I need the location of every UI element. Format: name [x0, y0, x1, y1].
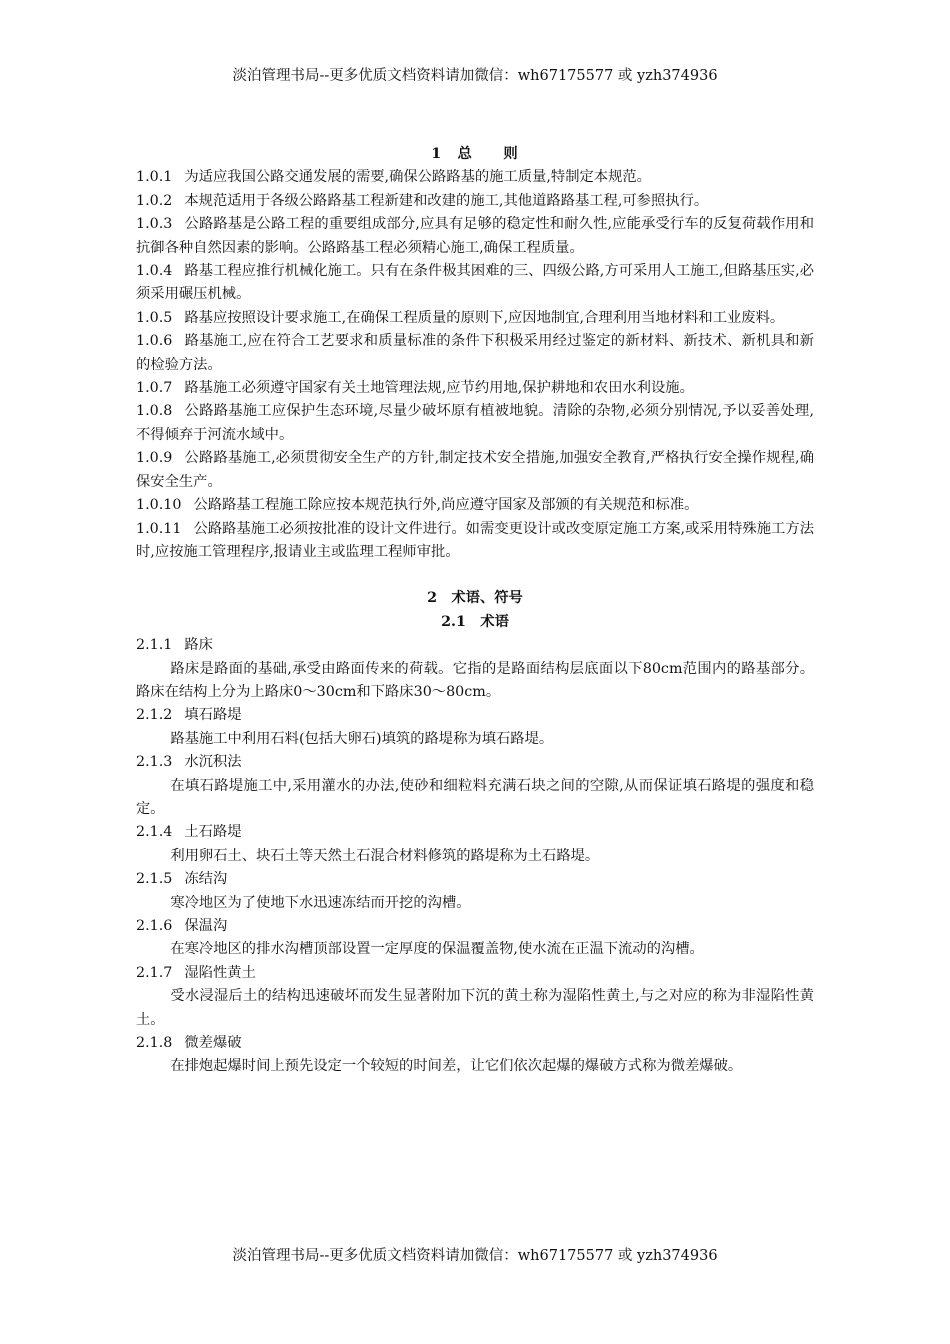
term-2-1-8 — [136, 1032, 814, 1079]
term-definition: 路床是路面的基础,承受由路面传来的荷载。它指的是路面结构层底面以下80cm范围内的路基部分。路床在结构上分为上路床0～30cm和下路床30～80cm。 — [136, 660, 814, 700]
term-2-1-3 — [136, 751, 814, 821]
term-definition: 利用卵石土、块石土等天然土石混合材料修筑的路堤称为土石路堤。 — [170, 847, 600, 864]
term-number: 2.1.1 — [136, 637, 173, 654]
clause-text: 为适应我国公路交通发展的需要,确保公路路基的施工质量,特制定本规范。 — [184, 169, 651, 186]
term-2-1-2 — [136, 704, 814, 751]
clause-text: 公路路基施工,必须贯彻安全生产的方针,制定技术安全措施,加强安全教育,严格执行安全操作规程,确保安全生产。 — [136, 450, 814, 490]
document-body — [136, 143, 814, 1079]
clause-number: 1.0.5 — [136, 309, 173, 326]
clause-text: 路基施工必须遵守国家有关土地管理法规,应节约用地,保护耕地和农田水利设施。 — [184, 380, 694, 397]
term-number: 2.1.2 — [136, 707, 173, 724]
term-definition: 在填石路堤施工中,采用灌水的办法,使砂和细粒料充满石块之间的空隙,从而保证填石路堤的强度和稳定。 — [136, 777, 814, 817]
term-number: 2.1.6 — [136, 918, 173, 934]
clause-1-0-3 — [136, 213, 814, 260]
clause-number: 1.0.3 — [136, 216, 173, 233]
term-2-1-6 — [136, 915, 814, 962]
term-definition: 在寒冷地区的排水沟槽顶部设置一定厚度的保温覆盖物,使水流在正温下流动的沟槽。 — [170, 941, 704, 958]
term-number: 2.1.4 — [136, 824, 173, 841]
page-footer: 淡泊管理书局--更多优质文档资料请加微信：wh67175577 或 yzh374936 — [232, 1248, 718, 1264]
clause-number: 1.0.9 — [136, 450, 173, 467]
term-heading — [136, 751, 814, 774]
term-name: 微差爆破 — [184, 1035, 242, 1052]
page-header: 淡泊管理书局--更多优质文档资料请加微信：wh67175577 或 yzh374936 — [232, 68, 718, 84]
term-name: 水沉积法 — [184, 754, 242, 771]
clause-number: 1.0.1 — [136, 169, 173, 186]
clause-text: 公路路基施工应保护生态环境,尽量少破坏原有植被地貌。清除的杂物,必须分别情况,予以妥善处理,不得倾弃于河流水域中。 — [136, 403, 814, 443]
clause-text: 本规范适用于各级公路路基工程新建和改建的施工,其他道路路基工程,可参照执行。 — [184, 192, 709, 209]
term-number: 2.1.7 — [136, 964, 173, 981]
clause-number: 1.0.11 — [136, 520, 182, 537]
clause-number: 1.0.8 — [136, 403, 173, 420]
term-heading — [136, 821, 814, 844]
clause-1-0-6 — [136, 330, 814, 377]
clause-text: 路基施工,应在符合工艺要求和质量标准的条件下积极采用经过鉴定的新材料、新技术、新机具和新的检验方法。 — [136, 333, 814, 373]
clause-number: 1.0.7 — [136, 380, 173, 397]
term-definition: 受水浸湿后土的结构迅速破坏而发生显著附加下沉的黄土称为湿陷性黄土,与之对应的称为非湿陷性黄土。 — [136, 988, 814, 1028]
term-number: 2.1.3 — [136, 754, 173, 771]
chapter-2-title: 2 术语、符号 — [427, 590, 523, 607]
term-name: 冻结沟 — [184, 871, 228, 888]
term-name: 土石路堤 — [184, 824, 242, 841]
clause-number: 1.0.2 — [136, 192, 173, 209]
term-heading — [136, 634, 814, 657]
term-heading — [136, 962, 814, 985]
term-definition: 在排炮起爆时间上预先设定一个较短的时间差，让它们依次起爆的爆破方式称为微差爆破。 — [170, 1058, 743, 1075]
term-name: 填石路堤 — [184, 707, 242, 724]
clause-text: 公路路基工程施工除应按本规范执行外,尚应遵守国家及部颁的有关规范和标准。 — [193, 497, 699, 514]
clause-1-0-4 — [136, 260, 814, 307]
term-name: 湿陷性黄土 — [184, 964, 256, 981]
term-2-1-4 — [136, 821, 814, 868]
term-name: 保温沟 — [184, 918, 228, 934]
term-name: 路床 — [184, 637, 213, 654]
clause-1-0-2 — [136, 190, 814, 213]
chapter-1-title: 1 总 则 — [431, 146, 519, 162]
term-heading — [136, 868, 814, 891]
term-definition: 寒冷地区为了使地下水迅速冻结而开挖的沟槽。 — [170, 894, 471, 911]
clause-text: 公路路基施工必须按批准的设计文件进行。如需变更设计或改变原定施工方案,或采用特殊施工方法时,应按施工管理程序,报请业主或监理工程师审批。 — [136, 520, 814, 560]
term-2-1-1 — [136, 634, 814, 704]
clause-text: 公路路基是公路工程的重要组成部分,应具有足够的稳定性和耐久性,应能承受行车的反复荷载作用和抗御各种自然因素的影响。公路路基工程必须精心施工,确保工程质量。 — [136, 216, 814, 256]
clause-1-0-1 — [136, 166, 814, 189]
term-number: 2.1.8 — [136, 1035, 173, 1052]
clause-text: 路基应按照设计要求施工,在确保工程质量的原则下,应因地制宜,合理利用当地材料和工业废料。 — [184, 309, 785, 326]
clause-number: 1.0.6 — [136, 333, 173, 350]
clause-number: 1.0.10 — [136, 497, 182, 514]
clause-1-0-11 — [136, 518, 814, 565]
clause-number: 1.0.4 — [136, 263, 173, 280]
term-definition: 路基施工中利用石料(包括大卵石)填筑的路堤称为填石路堤。 — [170, 730, 554, 747]
term-2-1-5 — [136, 868, 814, 915]
clause-text: 路基工程应推行机械化施工。只有在条件极其困难的三、四级公路,方可采用人工施工,但路基压实,必须采用碾压机械。 — [136, 263, 814, 303]
term-heading — [136, 1032, 814, 1055]
clause-1-0-8 — [136, 400, 814, 447]
term-heading — [136, 704, 814, 727]
clause-1-0-10 — [136, 494, 814, 517]
term-number: 2.1.5 — [136, 871, 173, 888]
clause-1-0-9 — [136, 447, 814, 494]
clause-1-0-7 — [136, 377, 814, 400]
term-heading — [136, 915, 814, 938]
section-2-1-title: 2.1 术语 — [441, 613, 509, 630]
clause-1-0-5 — [136, 307, 814, 330]
term-2-1-7 — [136, 962, 814, 1032]
